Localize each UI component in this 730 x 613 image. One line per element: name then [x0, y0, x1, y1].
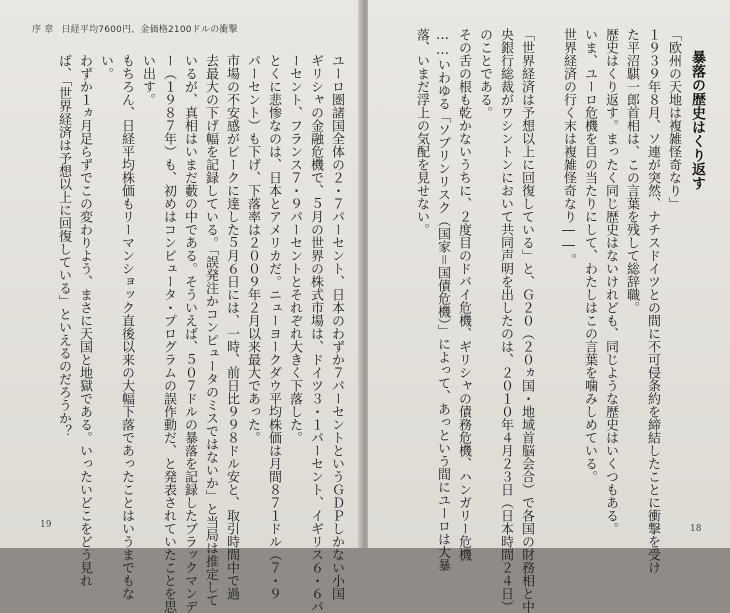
text-line: ユーロ圏諸国全体の２・７パーセント、日本のわずか７パーセントというＧＤＰしかない小国	[329, 54, 344, 600]
text-line: た平沼騏一郎首相は、この言葉を残して総辞職。	[624, 28, 639, 314]
chapter-title: 日経平均7600円、金価格2100ドルの衝撃	[61, 25, 238, 35]
text-line: 歴史はくり返す。まったく同じ歴史はないけれども、同じような歴史はいくつもある。	[603, 28, 618, 535]
text-line: もちろん、日経平均株価もリーマンショック直後以来の大幅下落であったことはいうまでもな	[119, 54, 134, 600]
text-line: 落、いまだ浮上の気配を見せない。	[414, 28, 429, 236]
text-line: いるが、真相はいまだ藪の中である。そういえば、５０７ドルの暴落を記録したブラックマンデ	[182, 54, 197, 613]
text-line: ーセント、フランス７・９パーセントとそれぞれ大きく下落した。	[287, 54, 302, 444]
text-line: 世界経済の行く末は複雑怪奇なり――。	[561, 28, 576, 266]
page-number: 19	[40, 520, 52, 530]
text-line: とくに悲惨なのは、日本とアメリカだ。ニューヨークダウ平均株価は月間８７１ドル（７・９	[266, 54, 281, 600]
chapter-label: 序 章	[32, 25, 54, 35]
text-line: 「世界経済は予想以上に回復している」と、Ｇ２０（２０ヵ国・地域首脳会合）で各国の財務相と中	[519, 28, 534, 613]
text-line: 市場の不安感がピークに達した５月６日には、一時、前日比９９８ドル安と、取引時間中で過	[224, 54, 239, 600]
running-header	[32, 22, 352, 35]
text-line: のことである。	[477, 28, 492, 119]
text-line: ー（１９８７年）も、初めはコンピュータ・プログラムの誤作動だ、と発表されていたことを思	[161, 54, 176, 613]
text-line: 去最大の下げ幅を記録している。「誤発注かコンピュータのミスではないか」と当局は推定して	[203, 54, 218, 607]
text-line: １９３９年８月、ソ連が突然、ナチスドイツとの間に不可侵条約を締結したことに衝撃を受け	[645, 28, 660, 574]
section-heading: 暴落の歴史はくり返す	[690, 50, 706, 190]
text-line: ……いわゆる「ソブリンリスク（国家＝国債危機）」によって、あっという間にユーロは大暴	[435, 28, 450, 572]
text-line: い出す。	[140, 54, 155, 106]
right-page	[368, 0, 730, 613]
text-line: 央銀行総裁がワシントンにおいて共同声明を出したのは、２０１０年４月２３日（日本時間２４日）	[498, 28, 513, 613]
text-line: ギリシャの金融危機で、５月の世界の株式市場は、ドイツ３・１パーセント、イギリス６・６パ	[308, 54, 323, 613]
text-line: パーセント）も下げ、下落率は２００９年２月以来最大であった。	[245, 54, 260, 444]
text-line: その舌の根も乾かないうちに、２度目のドバイ危機、ギリシャの債務危機、ハンガリー危機	[456, 28, 471, 561]
page-number: 18	[690, 524, 702, 534]
text-line: ば、「世界経済は予想以上に回復している」といえるのだろうか？	[56, 54, 71, 438]
text-line: い。	[98, 54, 113, 80]
left-page	[0, 0, 362, 613]
text-line: わずか１ヵ月足らずでこの変わりよう、まさに天国と地獄である。いったいどこをどう見れ	[77, 54, 92, 587]
text-line: 「欧州の天地は複雑怪奇なり」	[666, 28, 681, 210]
text-line: いま、ユーロ危機を目の当たりにして、わたしはこの言葉を噛みしめている。	[582, 28, 597, 483]
